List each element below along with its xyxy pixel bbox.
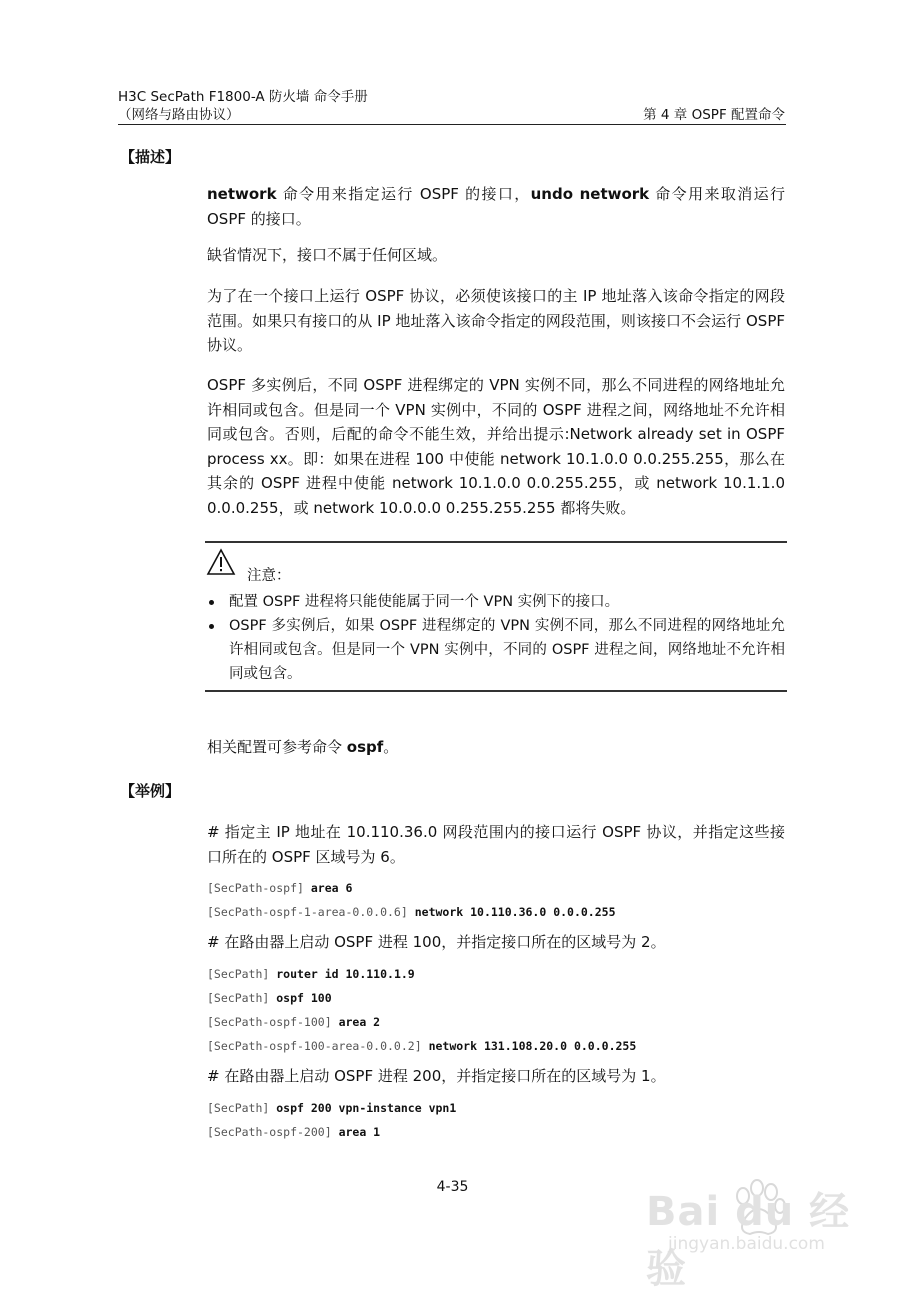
header-subtitle: （网络与路由协议） xyxy=(118,107,240,123)
p1-text-2: 命令用来取消运行 OSPF 的接口。 xyxy=(207,185,785,228)
code-line xyxy=(207,991,332,1005)
header-rule xyxy=(118,124,786,125)
code-prompt: [SecPath] xyxy=(207,1101,277,1115)
code-prompt: [SecPath-ospf-200] xyxy=(207,1125,339,1139)
related-command: ospf xyxy=(346,738,384,756)
example-desc-2: # 在路由器上启动 OSPF 进程 100，并指定接口所在的区域号为 2。 xyxy=(207,933,666,951)
description-paragraph-2: 缺省情况下，接口不属于任何区域。 xyxy=(207,246,448,264)
note-item-1-text: 配置 OSPF 进程将只能使能属于同一个 VPN 实例下的接口。 xyxy=(229,594,620,610)
description-paragraph-3: 为了在一个接口上运行 OSPF 协议，必须使该接口的主 IP 地址落入该命令指定的网段范围。如果只有接口的从 IP 地址落入该命令指定的网段范围，则该接口不会运行 OSPF 协议。 xyxy=(207,287,785,354)
description-paragraph-1 xyxy=(207,182,785,231)
bullet-icon xyxy=(209,600,214,605)
code-line xyxy=(207,1015,380,1029)
watermark-url: jingyan.baidu.com xyxy=(668,1234,825,1254)
related-text: 相关配置可参考命令 xyxy=(207,738,347,756)
example-heading: 【举例】 xyxy=(120,782,181,800)
code-line xyxy=(207,905,616,919)
code-prompt: [SecPath] xyxy=(207,967,277,981)
code-prompt: [SecPath-ospf-100-area-0.0.0.2] xyxy=(207,1039,429,1053)
code-command: network 131.108.20.0 0.0.0.255 xyxy=(428,1039,637,1053)
related-config xyxy=(207,735,785,760)
page-number: 4-35 xyxy=(436,1179,469,1195)
code-line xyxy=(207,1039,636,1053)
code-command: ospf 200 vpn-instance vpn1 xyxy=(276,1101,457,1115)
code-line xyxy=(207,1101,456,1115)
watermark-brand: Bai du 经验 xyxy=(646,1189,851,1292)
note-top-rule xyxy=(205,541,787,543)
note-item-2 xyxy=(205,614,785,686)
network-keyword: network xyxy=(207,185,277,203)
code-line xyxy=(207,967,415,981)
code-command: area 1 xyxy=(338,1125,381,1139)
example-desc-1: # 指定主 IP 地址在 10.110.36.0 网段范围内的接口运行 OSPF 协议，并指定这些接口所在的 OSPF 区域号为 6。 xyxy=(207,823,785,866)
p1-text-1: 命令用来指定运行 OSPF 的接口， xyxy=(276,185,531,203)
header-title: H3C SecPath F1800-A 防火墙 命令手册 xyxy=(118,89,368,105)
note-item-1 xyxy=(205,590,785,614)
note-bottom-rule xyxy=(205,690,787,692)
code-command: area 6 xyxy=(310,881,353,895)
related-end: 。 xyxy=(383,738,399,756)
example-desc-3: # 在路由器上启动 OSPF 进程 200，并指定接口所在的区域号为 1。 xyxy=(207,1067,666,1085)
code-line xyxy=(207,881,352,895)
code-prompt: [SecPath] xyxy=(207,991,277,1005)
undo-network-keyword: undo network xyxy=(530,185,650,203)
baidu-watermark xyxy=(640,1152,880,1292)
note-item-2-text: OSPF 多实例后，如果 OSPF 进程绑定的 VPN 实例不同，那么不同进程的网络地址允许相同或包含。但是同一个 VPN 实例中，不同的 OSPF 进程之间，网络地址不允许相同或包含。 xyxy=(229,618,785,682)
header-chapter: 第 4 章 OSPF 配置命令 xyxy=(643,107,785,123)
code-prompt: [SecPath-ospf] xyxy=(207,881,311,895)
code-prompt: [SecPath-ospf-100] xyxy=(207,1015,339,1029)
code-command: network 10.110.36.0 0.0.0.255 xyxy=(414,905,616,919)
code-command: router id 10.110.1.9 xyxy=(276,967,415,981)
bullet-icon xyxy=(209,624,214,629)
code-prompt: [SecPath-ospf-1-area-0.0.0.6] xyxy=(207,905,415,919)
description-paragraph-4: OSPF 多实例后，不同 OSPF 进程绑定的 VPN 实例不同，那么不同进程的网络地址允许相同或包含。但是同一个 VPN 实例中，不同的 OSPF 进程之间，网络地址不允许相同或包含。否则，后配的命令不能生效，并给出提示:Network already set in OSPF process xx。即：如果在进程 100 中使能 network 10.1.0.0 0.0.255.255，那么在其余的 OSPF 进程中使能 network 10.1.0.0 0.0.255.255，或 network 10.1.1.0 0.0.0.255，或 network 10.0.0.0 0.255.255.255 都将失败。 xyxy=(207,376,785,517)
note-title: 注意： xyxy=(247,568,291,584)
code-command: ospf 100 xyxy=(276,991,332,1005)
warning-icon xyxy=(206,548,236,576)
code-command: area 2 xyxy=(338,1015,381,1029)
description-heading: 【描述】 xyxy=(120,148,181,166)
code-line xyxy=(207,1125,380,1139)
